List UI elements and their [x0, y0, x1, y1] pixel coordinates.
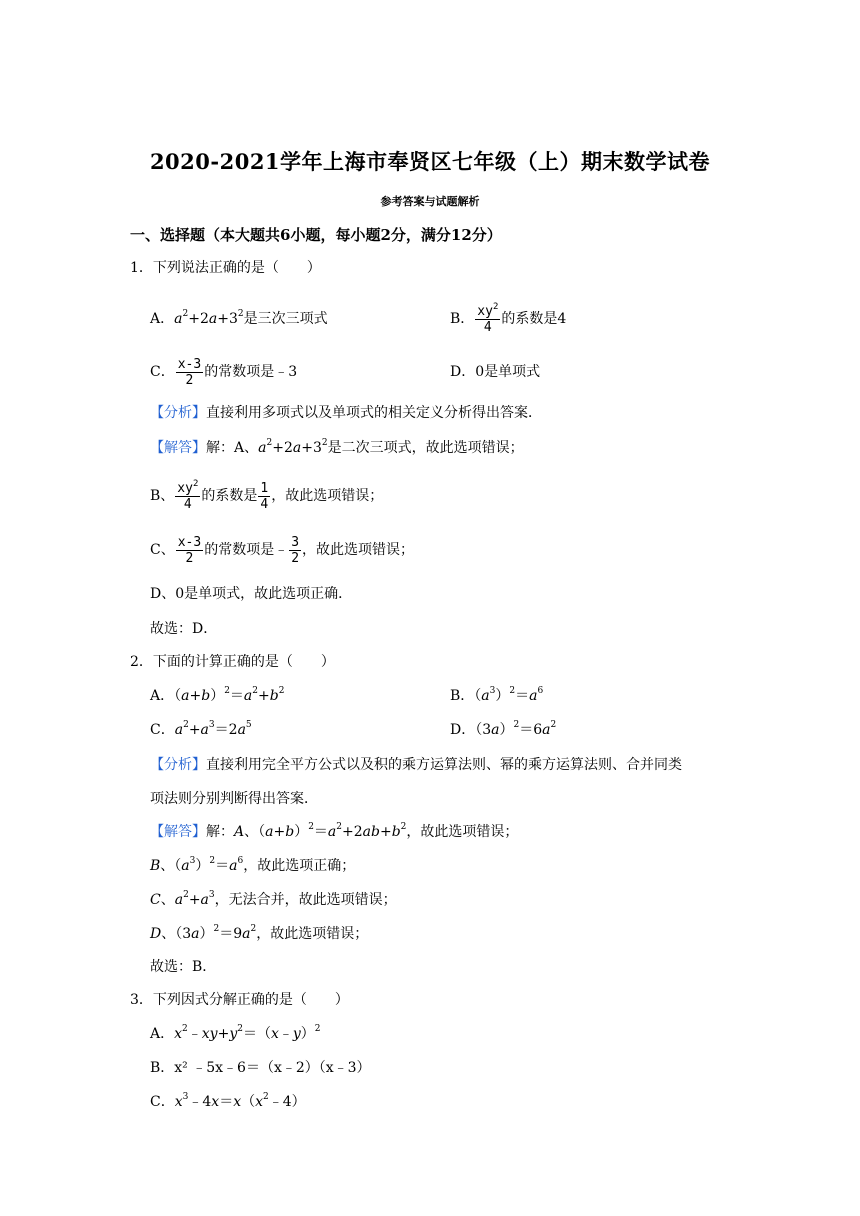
q1-answer-c: C、 $\frac{x-3}{2}$ 的常数项是﹣ $\frac{3}{2}$ ，故此选项错误； — [150, 534, 415, 566]
q2-answer-c: C、$a^2+a^3$，无法合并，故此选项错误； — [150, 890, 397, 908]
q2-analysis: 【分析】直接利用完全平方公式以及积的乘方运算法则、幂的乘方运算法则、合并同类 — [150, 757, 682, 773]
q1-analysis: 【分析】直接利用多项式以及单项式的相关定义分析得出答案． — [150, 405, 542, 421]
q2-choice: 故选：B． — [150, 959, 217, 975]
q2-option-c: C．$a^2+a^3=2a^5$ — [150, 720, 252, 738]
q1-option-b-text: 的系数是4 — [501, 311, 567, 327]
q1-answer-a: 【解答】解：A、$a^2+2a+3^2$是二次三项式，故此选项错误； — [150, 438, 524, 456]
q1-option-a-prefix: A． — [150, 311, 175, 327]
page-title: 2020-2021学年上海市奉贤区七年级（上）期末数学试卷 — [149, 149, 711, 174]
q2-answer-a: 【解答】解：A、$(a+b)^2=a^2+2ab+b^2$，故此选项错误； — [150, 822, 519, 840]
answer-tag: 【解答】 — [150, 824, 206, 840]
q2-stem: 2．下面的计算正确的是（ ） — [130, 654, 335, 670]
q1-choice: 故选：D． — [150, 621, 218, 637]
fraction-x-3-over-2: $\frac{x-3}{2}$ — [177, 356, 202, 388]
q1-answer-b: B、 $\frac{xy^2}{4}$ 的系数是 $\frac{1}{4}$ ，故此选项错误； — [150, 478, 384, 512]
analysis-tag: 【分析】 — [150, 405, 206, 421]
q3-stem: 3．下列因式分解正确的是（ ） — [130, 992, 349, 1008]
fraction-xy2-over-4: $\frac{xy^2}{4}$ — [177, 478, 199, 512]
q1-option-a-text: 是三次三项式 — [243, 311, 328, 327]
fraction-x-3-over-2: $\frac{x-3}{2}$ — [177, 534, 202, 566]
q1-option-b — [450, 298, 566, 340]
answer-tag: 【解答】 — [150, 440, 206, 456]
q2-option-b: B．$(a^3)^2=a^6$ — [450, 686, 544, 704]
q1-stem: 1．下列说法正确的是（ ） — [130, 260, 321, 276]
q2-analysis-cont: 项法则分别判断得出答案． — [150, 791, 318, 807]
q2-answer-b: B、$(a^3)^2=a^6$，故此选项正确； — [150, 856, 356, 874]
q2-option-a: A．$(a+b)^2=a^2+b^2$ — [150, 686, 285, 704]
analysis-tag: 【分析】 — [150, 757, 206, 773]
q1-option-c — [150, 351, 297, 393]
q3-option-c: C．$x^3﹣4x=x(x^2﹣4)$ — [150, 1092, 306, 1110]
q1-option-b-prefix: B． — [450, 311, 475, 327]
q2-option-d: D．$(3a)^2=6a^2$ — [450, 720, 557, 738]
q1-option-c-text: 的常数项是﹣3 — [204, 364, 298, 380]
q1-answer-d: D、0是单项式，故此选项正确． — [150, 586, 353, 602]
q1-option-d: D．0是单项式 — [450, 364, 541, 380]
fraction-1-over-4: $\frac{1}{4}$ — [260, 480, 269, 512]
q3-option-b: B．x² ﹣5x﹣6＝（x﹣2）（x﹣3） — [150, 1060, 371, 1076]
fraction-3-over-2: $\frac{3}{2}$ — [291, 534, 300, 566]
q3-option-a: A．$x^2﹣xy+y^2=(x﹣y)^2$ — [150, 1024, 321, 1042]
fraction-xy2-over-4: $\frac{xy^2}{4}$ — [477, 301, 499, 335]
q1-option-a: A．$a^2+2a+3^2$是三次三项式 — [150, 309, 328, 327]
q1-option-c-prefix: C． — [150, 364, 175, 380]
page-subtitle: 参考答案与试题解析 — [380, 195, 480, 208]
section-heading: 一、选择题（本大题共6小题，每小题2分，满分12分） — [130, 226, 502, 244]
q2-answer-d: D、$(3a)^2=9a^2$，故此选项错误； — [150, 924, 369, 942]
